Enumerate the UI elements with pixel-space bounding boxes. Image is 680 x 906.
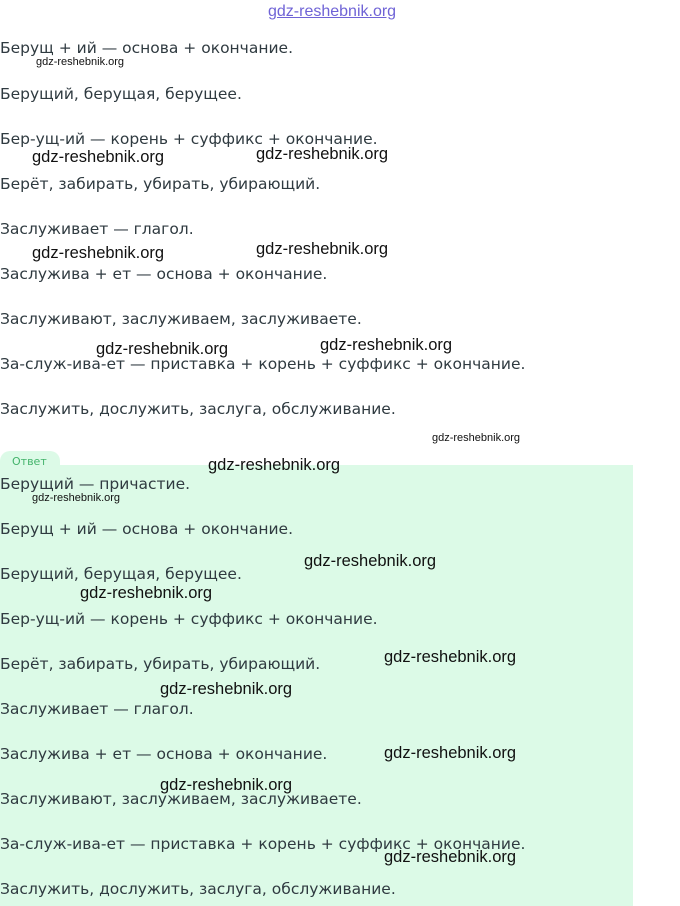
watermark-text: gdz-reshebnik.org xyxy=(432,432,521,444)
watermark-text: gdz-reshebnik.org xyxy=(384,648,517,666)
watermark-text: gdz-reshebnik.org xyxy=(160,680,293,698)
text-line: Берущ + ий — основа + окончание. xyxy=(0,39,294,57)
watermark-text: gdz-reshebnik.org xyxy=(80,584,213,602)
text-line: Заслужить, дослужить, заслуга, обслуживание. xyxy=(0,400,396,418)
answer-label: Ответ xyxy=(12,455,47,468)
header-watermark-link[interactable]: gdz-reshebnik.org xyxy=(268,3,397,20)
watermark-text: gdz-reshebnik.org xyxy=(36,56,125,68)
answer-line: Заслужить, дослужить, заслуга, обслуживание. xyxy=(0,880,396,898)
text-line: Берущий, берущая, берущее. xyxy=(0,85,242,103)
watermark-text: gdz-reshebnik.org xyxy=(256,240,389,258)
text-line: Бер-ущ-ий — корень + суффикс + окончание. xyxy=(0,130,378,148)
text-line: За-служ-ива-ет — приставка + корень + суффикс + окончание. xyxy=(0,355,526,373)
answer-line: Заслужива + ет — основа + окончание. xyxy=(0,745,328,763)
text-line: Заслуживают, заслуживаем, заслуживаете. xyxy=(0,310,362,328)
watermark-text: gdz-reshebnik.org xyxy=(32,492,121,504)
answer-line: Бер-ущ-ий — корень + суффикс + окончание. xyxy=(0,610,378,628)
text-line: Заслужива + ет — основа + окончание. xyxy=(0,265,328,283)
text-line: Заслуживает — глагол. xyxy=(0,220,194,238)
answer-line: Заслуживает — глагол. xyxy=(0,700,194,718)
watermark-text: gdz-reshebnik.org xyxy=(304,552,437,570)
watermark-text: gdz-reshebnik.org xyxy=(208,456,341,474)
watermark-text: gdz-reshebnik.org xyxy=(32,244,165,262)
watermark-text: gdz-reshebnik.org xyxy=(32,148,165,166)
watermark-text: gdz-reshebnik.org xyxy=(320,336,453,354)
watermark-text: gdz-reshebnik.org xyxy=(384,744,517,762)
watermark-text: gdz-reshebnik.org xyxy=(384,848,517,866)
watermark-text: gdz-reshebnik.org xyxy=(160,776,293,794)
answer-line: Берёт, забирать, убирать, убирающий. xyxy=(0,655,321,673)
answer-line: Заслуживают, заслуживаем, заслуживаете. xyxy=(0,790,362,808)
answer-line: Берущ + ий — основа + окончание. xyxy=(0,520,294,538)
answer-line: Берущий, берущая, берущее. xyxy=(0,565,242,583)
answer-line: Берущий — причастие. xyxy=(0,475,191,493)
watermark-text: gdz-reshebnik.org xyxy=(256,145,389,163)
answer-line: За-служ-ива-ет — приставка + корень + суффикс + окончание. xyxy=(0,835,526,853)
watermark-text: gdz-reshebnik.org xyxy=(96,340,229,358)
text-line: Берёт, забирать, убирать, убирающий. xyxy=(0,175,321,193)
